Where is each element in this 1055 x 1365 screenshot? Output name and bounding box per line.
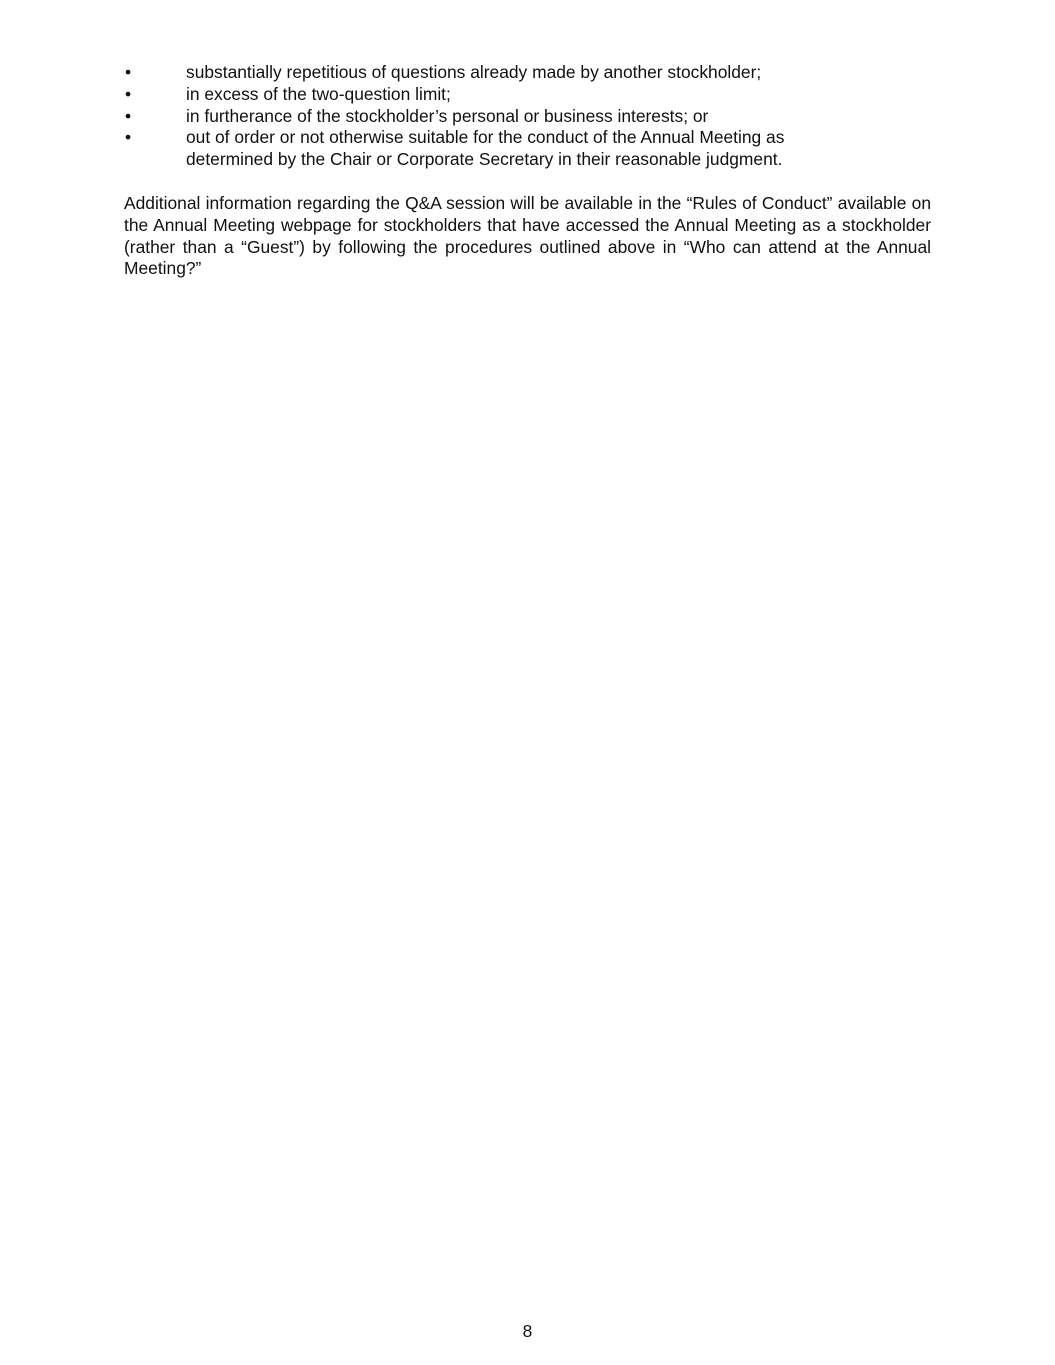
page-number: 8 (522, 1321, 533, 1341)
document-page-body (124, 62, 931, 280)
list-item (124, 62, 931, 84)
bullet-icon: • (125, 105, 132, 126)
list-item-text: out of order or not otherwise suitable for the conduct of the Annual Meeting as determined by the Chair or Corporate Secretary in their reasonable judgment. (186, 127, 785, 170)
qa-session-paragraph: Additional information regarding the Q&A session will be available in the “Rules of Conduct” available on the Annual Meeting webpage for stockholders that have accessed the Annual Meeting as a stockholder (rather than a “Guest”) by following the procedures outlined above in “Who can attend at the Annual Meeting?” (124, 192, 931, 279)
list-item-text: in excess of the two-question limit; (186, 83, 451, 104)
list-item-text: substantially repetitious of questions already made by another stockholder; (186, 62, 762, 82)
disallowed-questions-list (124, 62, 931, 171)
bullet-icon: • (125, 62, 132, 82)
list-item (124, 127, 931, 171)
list-item (124, 106, 931, 128)
bullet-icon: • (125, 83, 132, 104)
list-item-text: in furtherance of the stockholder’s personal or business interests; or (186, 105, 709, 126)
bullet-icon: • (125, 127, 132, 148)
list-item (124, 84, 931, 106)
